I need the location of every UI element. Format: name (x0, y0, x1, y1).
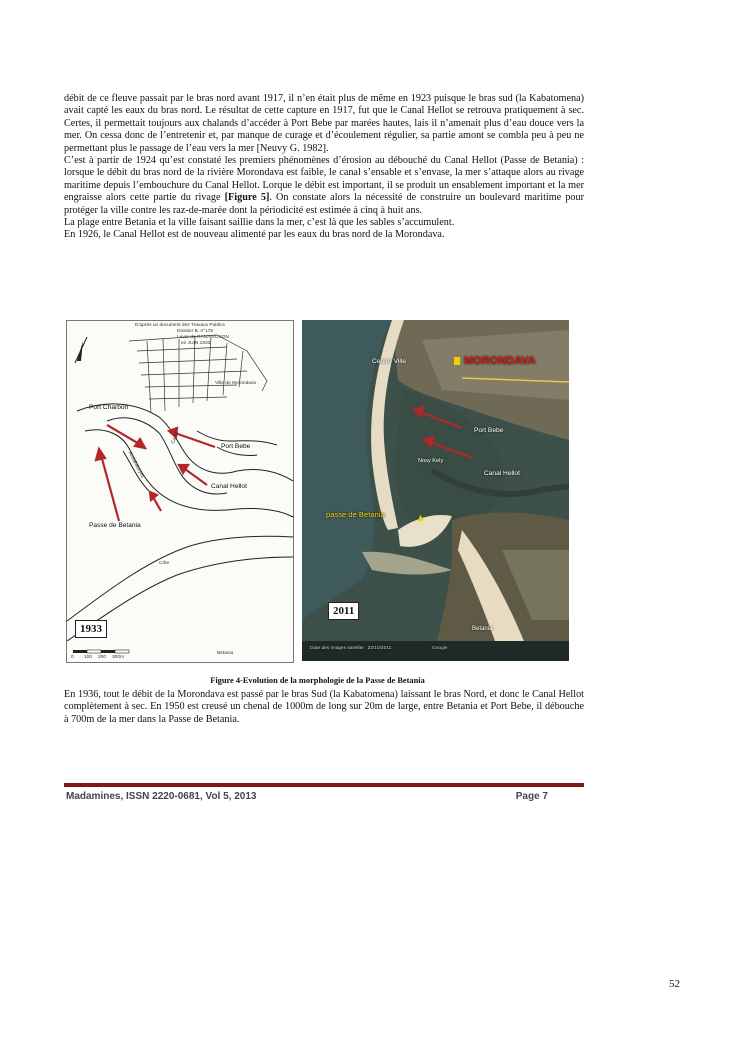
port-charbon-label: Port Charbon (89, 404, 129, 411)
journal-page: Page 7 (515, 791, 548, 802)
paragraph: C’est à partir de 1924 qu’est constaté les premiers phénomènes d’érosion au débouché du Canal Hellot (Passe de Betania) : lorsque le débit du bras nord de la rivière Morondava est faible, le canal s’ensable et s’envase, la mer s’attaque alors au rivage maritime depuis l’embouchure du Canal Hellot. Lorque le débit est important, il se produit un ensablement important et la mer engraisse alors cette partie du rivage [Figure 5]. On constate alors la nécessité de construire un boulevard maritime pour protéger la ville contre les raz-de-marée dont la périodicité est estimée à cinq à huit ans. (64, 155, 584, 216)
body-text-top (64, 93, 584, 242)
port-bebe-label: Port Bebe (221, 443, 251, 450)
canal-label: Canal (171, 431, 180, 445)
centre-ville-label: Centre Ville (372, 358, 406, 365)
paragraph: débit de ce fleuve passait par le bras nord avant 1917, il n’en était plus de même en 1923 puisque le bras sud (la Kabatomena) avait capté les eaux du bras nord. Le résultat de cette capture en 1917, fut que le Canal Hellot se retrouva pratiquement à sec. Certes, il permettait toujours aux chalands d’accéder à Port Bebe par marées hautes, lais il n’amenait plus d’eau douce vers la mer. On cessa donc de l’entretenir et, par manque de curage et d’écoulement régulier, sa partie amont se combla peu à peu ne permettant plus le passage de l’eau vers la mer [Neuvy G. 1982]. (64, 93, 584, 154)
page-number: 52 (669, 978, 680, 990)
town-label: Ville de Morondava (215, 381, 256, 386)
scale-label: 100 (84, 655, 93, 660)
imagery-credit: Google (432, 646, 448, 651)
map-source-line: Dossier B. n°175 (177, 329, 214, 334)
canal-hellot-label: Canal Hellot (211, 483, 247, 490)
map-1933 (66, 320, 294, 663)
scale-label: 300m (112, 655, 124, 660)
paragraph: La plage entre Betania et la ville faisant saillie dans la mer, c’est là que les sables s’accumulent. (64, 217, 455, 229)
betania-label: Betania (472, 626, 493, 632)
page-footer (66, 791, 548, 802)
morondava-label: MORONDAVA (464, 355, 536, 367)
figure-caption: Figure 4-Evolution de la morphologie de la Passe de Betania (210, 676, 425, 685)
nosy-kely-label: Nosy Kely (418, 458, 444, 464)
scale-label: 0 (71, 655, 74, 660)
annotation-arrows (96, 425, 215, 521)
satellite-2011 (302, 320, 569, 661)
map-1933-drawing (67, 321, 293, 662)
canal-hellot-label: Canal Hellot (484, 470, 520, 477)
map-source-line: D’après un document des Travaux Publics (135, 323, 225, 328)
town-grid (129, 335, 267, 413)
paragraph: En 1926, le Canal Hellot est de nouveau alimenté par les eaux du bras nord de la Morondava. (64, 229, 445, 241)
cote-label: Côte (159, 561, 170, 566)
paragraph: En 1936, tout le débit de la Morondava est passé par le bras Sud (la Kabatomena) laissant le bras Nord, et donc le Canal Hellot complètement à sec. En 1950 est creusé un chenal de 1000m de long sur 20m de large, entre Betania et Port Bebe, il débouche à 700m de la mer dans la Passe de Betania. (64, 689, 584, 725)
port-bebe-label: Port Bebe (474, 427, 504, 434)
year-badge-2011: 2011 (328, 602, 359, 620)
map-source-line: Lever de RANAIVOSON (177, 335, 229, 340)
imagery-date: Date des images satellite : 22/10/2011 (310, 646, 392, 651)
footer-rule (64, 783, 584, 787)
scale-label: 200 (98, 655, 107, 660)
body-text-bottom (64, 689, 584, 726)
pin-icon (454, 357, 460, 365)
betania-label: Betania (217, 651, 234, 656)
year-badge-1933: 1933 (75, 620, 107, 638)
andakabeyes-label: Andakabeyes (126, 451, 145, 480)
map-source-line: en JUIN 1933 (181, 341, 211, 346)
journal-reference: Madamines, ISSN 2220-0681, Vol 5, 2013 (66, 791, 257, 802)
figure-reference: [Figure 5] (224, 192, 270, 204)
passe-betania-label: Passe de Betania (89, 522, 141, 529)
passe-betania-label: passe de Betania (326, 510, 385, 519)
scale-bar (73, 650, 129, 653)
